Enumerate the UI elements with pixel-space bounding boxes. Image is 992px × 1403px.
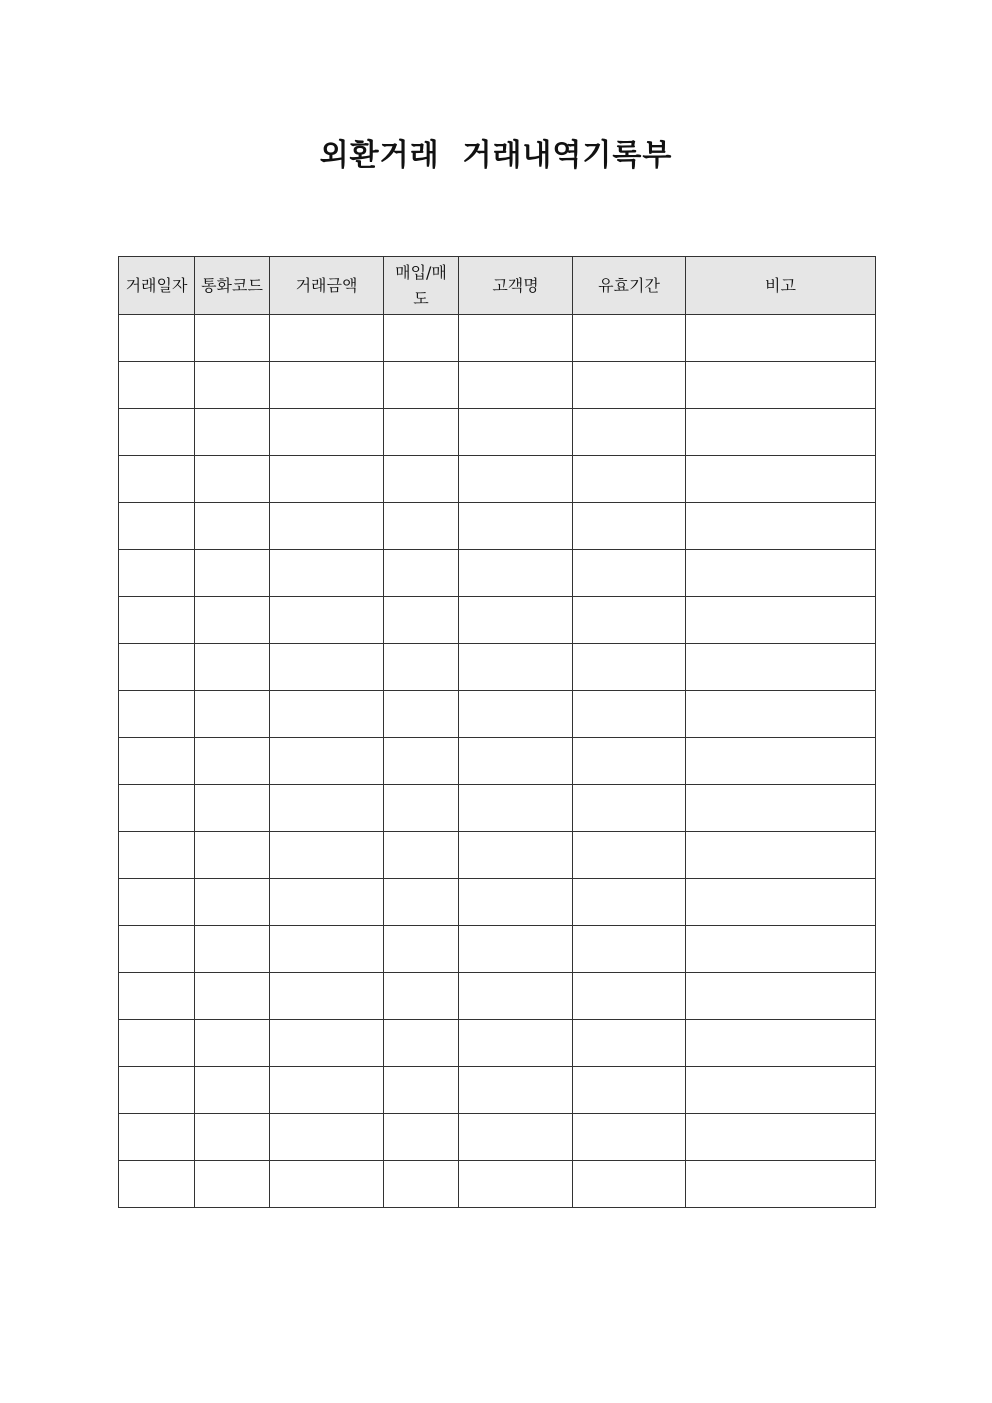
cell-customer-name[interactable] <box>459 1067 573 1114</box>
cell-customer-name[interactable] <box>459 879 573 926</box>
cell-currency-code[interactable] <box>195 550 270 597</box>
cell-customer-name[interactable] <box>459 1161 573 1208</box>
cell-trade-amount[interactable] <box>270 1161 384 1208</box>
cell-buy-sell[interactable] <box>384 550 459 597</box>
cell-customer-name[interactable] <box>459 738 573 785</box>
cell-validity-period[interactable] <box>573 926 686 973</box>
cell-buy-sell[interactable] <box>384 1020 459 1067</box>
cell-trade-amount[interactable] <box>270 832 384 879</box>
cell-currency-code[interactable] <box>195 644 270 691</box>
table-row <box>119 691 876 738</box>
cell-validity-period[interactable] <box>573 409 686 456</box>
cell-trade-amount[interactable] <box>270 1067 384 1114</box>
cell-currency-code[interactable] <box>195 738 270 785</box>
cell-buy-sell[interactable] <box>384 409 459 456</box>
cell-buy-sell[interactable] <box>384 832 459 879</box>
cell-buy-sell[interactable] <box>384 738 459 785</box>
transaction-ledger-table <box>118 256 876 1208</box>
cell-trade-amount[interactable] <box>270 315 384 362</box>
cell-remarks[interactable] <box>686 973 876 1020</box>
cell-remarks[interactable] <box>686 644 876 691</box>
cell-customer-name[interactable] <box>459 503 573 550</box>
cell-buy-sell[interactable] <box>384 315 459 362</box>
cell-customer-name[interactable] <box>459 1020 573 1067</box>
cell-remarks[interactable] <box>686 315 876 362</box>
table-row <box>119 362 876 409</box>
cell-validity-period[interactable] <box>573 785 686 832</box>
cell-currency-code[interactable] <box>195 1020 270 1067</box>
cell-trade-date[interactable] <box>119 597 195 644</box>
cell-customer-name[interactable] <box>459 1114 573 1161</box>
cell-validity-period[interactable] <box>573 315 686 362</box>
cell-validity-period[interactable] <box>573 1114 686 1161</box>
cell-trade-amount[interactable] <box>270 926 384 973</box>
header-customer-name: 고객명 <box>459 257 573 315</box>
cell-validity-period[interactable] <box>573 738 686 785</box>
cell-validity-period[interactable] <box>573 644 686 691</box>
cell-buy-sell[interactable] <box>384 1161 459 1208</box>
cell-currency-code[interactable] <box>195 409 270 456</box>
cell-buy-sell[interactable] <box>384 362 459 409</box>
cell-trade-amount[interactable] <box>270 738 384 785</box>
cell-trade-date[interactable] <box>119 550 195 597</box>
table-row <box>119 973 876 1020</box>
cell-customer-name[interactable] <box>459 832 573 879</box>
cell-trade-amount[interactable] <box>270 409 384 456</box>
cell-currency-code[interactable] <box>195 879 270 926</box>
cell-validity-period[interactable] <box>573 973 686 1020</box>
cell-validity-period[interactable] <box>573 691 686 738</box>
table-row <box>119 644 876 691</box>
cell-trade-date[interactable] <box>119 738 195 785</box>
cell-trade-date[interactable] <box>119 503 195 550</box>
cell-validity-period[interactable] <box>573 503 686 550</box>
cell-trade-amount[interactable] <box>270 1020 384 1067</box>
cell-trade-date[interactable] <box>119 1020 195 1067</box>
cell-trade-date[interactable] <box>119 691 195 738</box>
cell-remarks[interactable] <box>686 832 876 879</box>
cell-customer-name[interactable] <box>459 973 573 1020</box>
table-row <box>119 456 876 503</box>
cell-currency-code[interactable] <box>195 926 270 973</box>
cell-customer-name[interactable] <box>459 785 573 832</box>
cell-trade-amount[interactable] <box>270 456 384 503</box>
cell-remarks[interactable] <box>686 597 876 644</box>
cell-currency-code[interactable] <box>195 1114 270 1161</box>
cell-customer-name[interactable] <box>459 644 573 691</box>
cell-remarks[interactable] <box>686 1114 876 1161</box>
cell-remarks[interactable] <box>686 1161 876 1208</box>
cell-trade-date[interactable] <box>119 785 195 832</box>
cell-buy-sell[interactable] <box>384 1114 459 1161</box>
cell-validity-period[interactable] <box>573 832 686 879</box>
cell-remarks[interactable] <box>686 550 876 597</box>
table-row <box>119 1020 876 1067</box>
table-row <box>119 597 876 644</box>
cell-trade-amount[interactable] <box>270 785 384 832</box>
cell-trade-date[interactable] <box>119 1067 195 1114</box>
cell-buy-sell[interactable] <box>384 926 459 973</box>
cell-remarks[interactable] <box>686 503 876 550</box>
cell-trade-amount[interactable] <box>270 973 384 1020</box>
cell-currency-code[interactable] <box>195 973 270 1020</box>
cell-customer-name[interactable] <box>459 926 573 973</box>
cell-validity-period[interactable] <box>573 597 686 644</box>
cell-buy-sell[interactable] <box>384 973 459 1020</box>
cell-remarks[interactable] <box>686 691 876 738</box>
cell-trade-date[interactable] <box>119 362 195 409</box>
cell-trade-date[interactable] <box>119 832 195 879</box>
table-row <box>119 503 876 550</box>
cell-trade-amount[interactable] <box>270 362 384 409</box>
cell-customer-name[interactable] <box>459 456 573 503</box>
cell-trade-amount[interactable] <box>270 879 384 926</box>
cell-remarks[interactable] <box>686 456 876 503</box>
cell-currency-code[interactable] <box>195 832 270 879</box>
cell-buy-sell[interactable] <box>384 456 459 503</box>
cell-currency-code[interactable] <box>195 503 270 550</box>
cell-validity-period[interactable] <box>573 362 686 409</box>
table-row <box>119 879 876 926</box>
table-row <box>119 1067 876 1114</box>
cell-remarks[interactable] <box>686 785 876 832</box>
table-row <box>119 832 876 879</box>
cell-trade-date[interactable] <box>119 1161 195 1208</box>
cell-validity-period[interactable] <box>573 456 686 503</box>
cell-trade-amount[interactable] <box>270 597 384 644</box>
cell-trade-date[interactable] <box>119 315 195 362</box>
page-title: 외환거래 거래내역기록부 <box>319 138 673 173</box>
cell-trade-date[interactable] <box>119 1114 195 1161</box>
cell-trade-date[interactable] <box>119 644 195 691</box>
cell-currency-code[interactable] <box>195 315 270 362</box>
table-row <box>119 785 876 832</box>
cell-trade-date[interactable] <box>119 926 195 973</box>
cell-trade-date[interactable] <box>119 879 195 926</box>
cell-customer-name[interactable] <box>459 691 573 738</box>
cell-currency-code[interactable] <box>195 1161 270 1208</box>
cell-trade-amount[interactable] <box>270 691 384 738</box>
cell-remarks[interactable] <box>686 738 876 785</box>
table-row <box>119 409 876 456</box>
cell-currency-code[interactable] <box>195 597 270 644</box>
table-row <box>119 550 876 597</box>
cell-remarks[interactable] <box>686 879 876 926</box>
header-remarks: 비고 <box>686 257 876 315</box>
cell-customer-name[interactable] <box>459 362 573 409</box>
cell-buy-sell[interactable] <box>384 691 459 738</box>
cell-trade-amount[interactable] <box>270 503 384 550</box>
header-validity-period: 유효기간 <box>573 257 686 315</box>
cell-buy-sell[interactable] <box>384 644 459 691</box>
cell-buy-sell[interactable] <box>384 879 459 926</box>
cell-validity-period[interactable] <box>573 1161 686 1208</box>
cell-buy-sell[interactable] <box>384 597 459 644</box>
header-currency-code: 통화코드 <box>195 257 270 315</box>
cell-trade-date[interactable] <box>119 409 195 456</box>
cell-customer-name[interactable] <box>459 550 573 597</box>
cell-customer-name[interactable] <box>459 409 573 456</box>
cell-validity-period[interactable] <box>573 550 686 597</box>
cell-customer-name[interactable] <box>459 315 573 362</box>
header-trade-date: 거래일자 <box>119 257 195 315</box>
table-row <box>119 1114 876 1161</box>
table-row <box>119 315 876 362</box>
cell-validity-period[interactable] <box>573 879 686 926</box>
cell-currency-code[interactable] <box>195 1067 270 1114</box>
cell-trade-amount[interactable] <box>270 644 384 691</box>
cell-currency-code[interactable] <box>195 691 270 738</box>
cell-remarks[interactable] <box>686 362 876 409</box>
cell-trade-date[interactable] <box>119 973 195 1020</box>
header-buy-sell: 매입/매도 <box>384 257 459 315</box>
cell-trade-amount[interactable] <box>270 1114 384 1161</box>
cell-remarks[interactable] <box>686 409 876 456</box>
cell-remarks[interactable] <box>686 1020 876 1067</box>
cell-buy-sell[interactable] <box>384 503 459 550</box>
cell-currency-code[interactable] <box>195 362 270 409</box>
table-row <box>119 1161 876 1208</box>
cell-buy-sell[interactable] <box>384 785 459 832</box>
cell-buy-sell[interactable] <box>384 1067 459 1114</box>
header-trade-amount: 거래금액 <box>270 257 384 315</box>
cell-trade-date[interactable] <box>119 456 195 503</box>
cell-trade-amount[interactable] <box>270 550 384 597</box>
header-row <box>119 257 876 315</box>
table-row <box>119 738 876 785</box>
cell-currency-code[interactable] <box>195 785 270 832</box>
cell-validity-period[interactable] <box>573 1020 686 1067</box>
cell-validity-period[interactable] <box>573 1067 686 1114</box>
cell-currency-code[interactable] <box>195 456 270 503</box>
cell-remarks[interactable] <box>686 1067 876 1114</box>
table-row <box>119 926 876 973</box>
cell-customer-name[interactable] <box>459 597 573 644</box>
cell-remarks[interactable] <box>686 926 876 973</box>
